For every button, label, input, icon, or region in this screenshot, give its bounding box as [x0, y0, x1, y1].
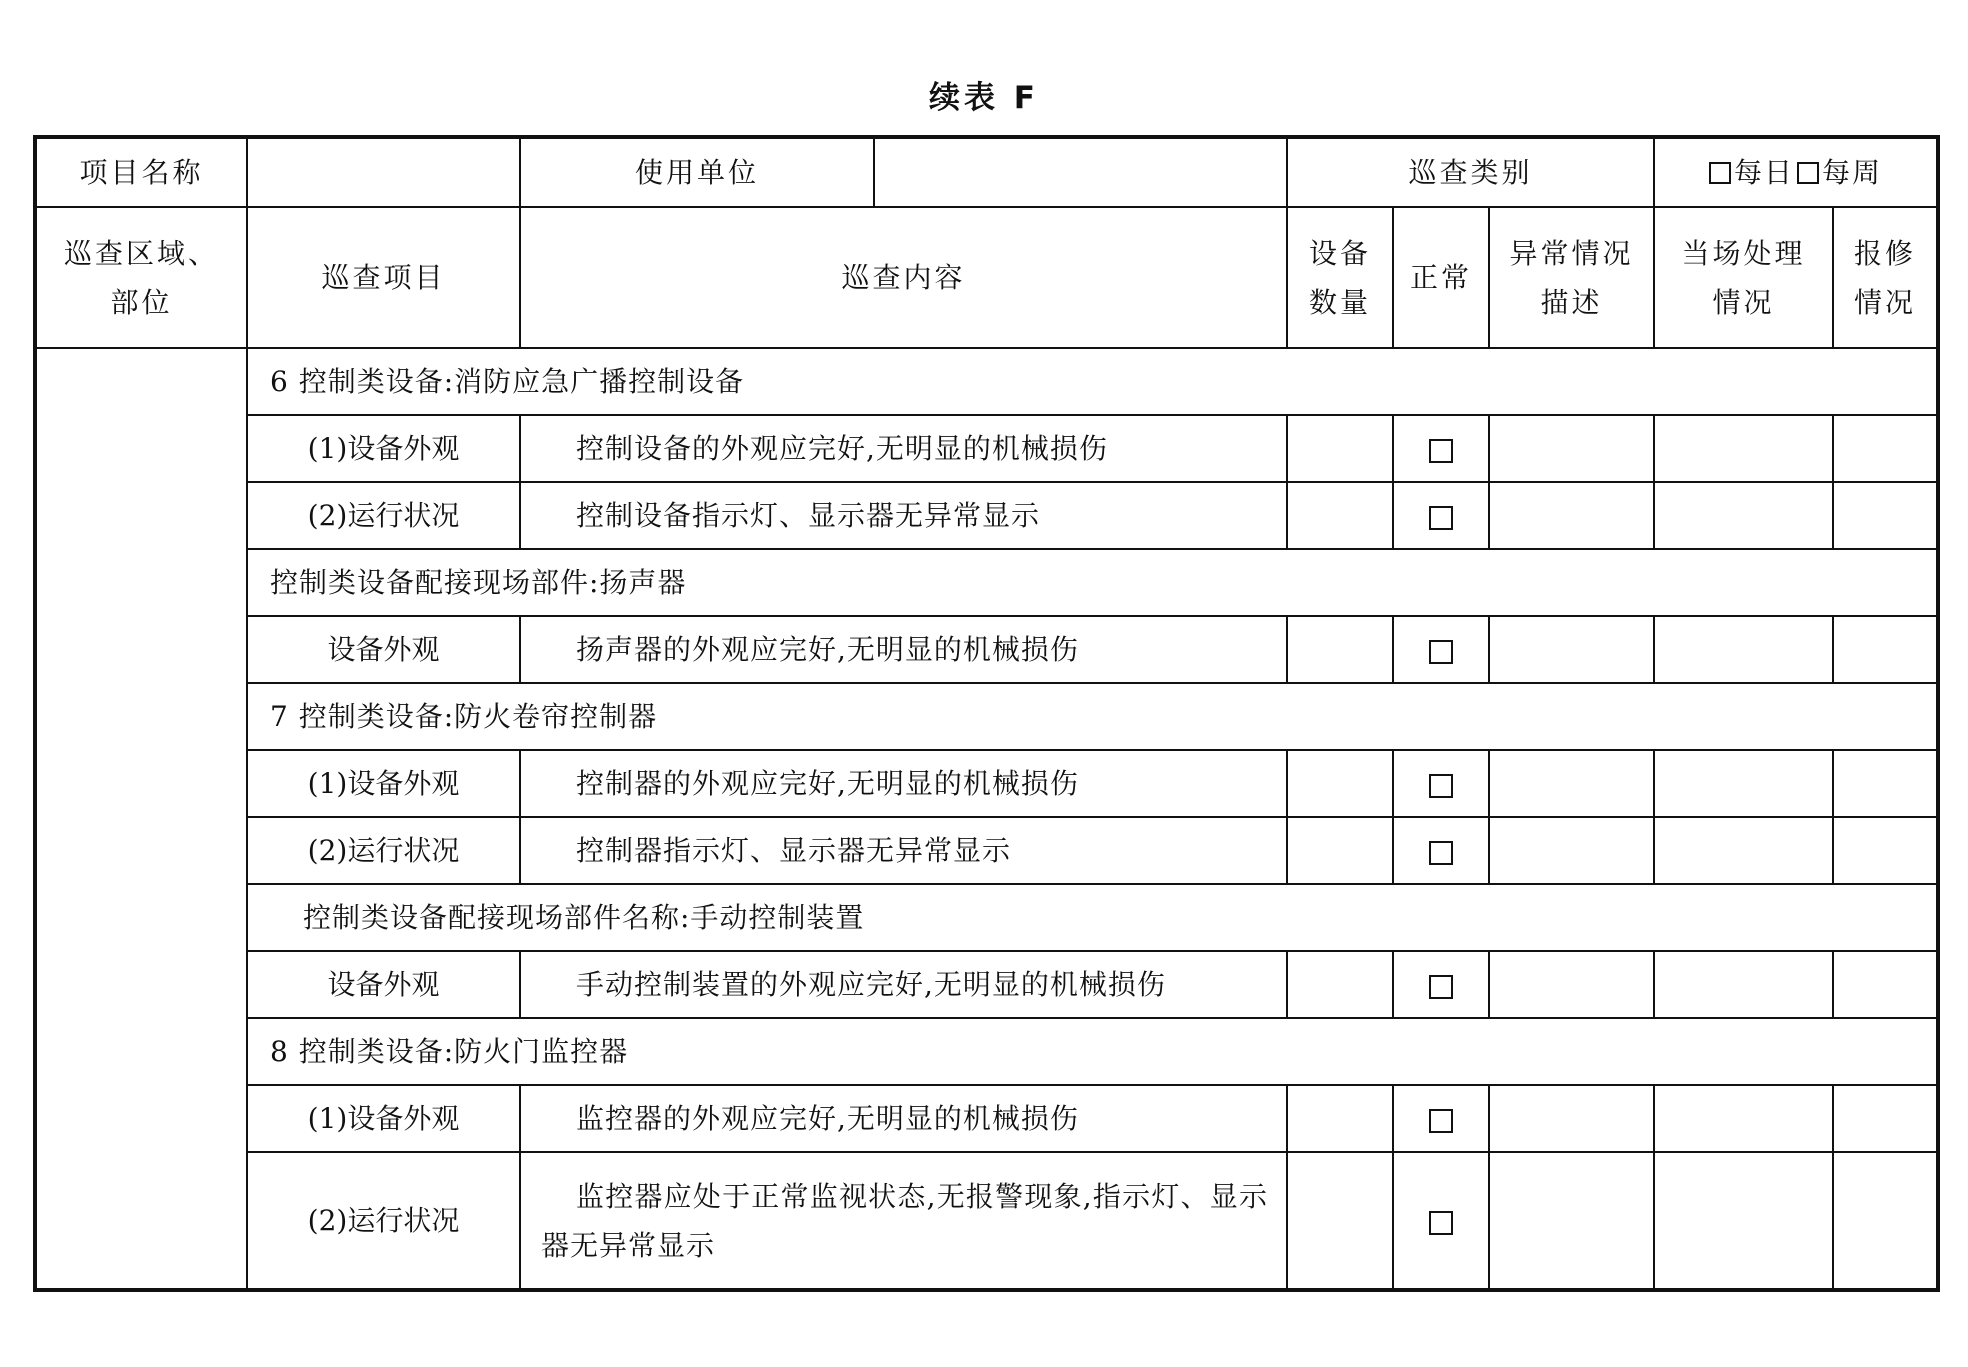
- content-cell: 监控器的外观应完好,无明显的机械损伤: [520, 1085, 1287, 1152]
- onsite-cell[interactable]: [1654, 1085, 1833, 1152]
- content-cell: 控制器的外观应完好,无明显的机械损伤: [520, 750, 1287, 817]
- onsite-cell[interactable]: [1654, 415, 1833, 482]
- col-count-line1: 设备: [1308, 236, 1371, 270]
- table-row: [35, 616, 1938, 683]
- repair-cell[interactable]: [1833, 482, 1938, 549]
- item-cell: (2)运行状况: [247, 817, 520, 884]
- col-abnormal-line1: 异常情况: [1509, 236, 1634, 270]
- count-cell[interactable]: [1287, 750, 1393, 817]
- normal-checkbox[interactable]: [1429, 640, 1453, 664]
- count-cell[interactable]: [1287, 482, 1393, 549]
- weekly-checkbox[interactable]: [1797, 162, 1819, 184]
- abnormal-cell[interactable]: [1489, 616, 1654, 683]
- count-cell[interactable]: [1287, 415, 1393, 482]
- normal-checkbox[interactable]: [1429, 439, 1453, 463]
- item-cell: 设备外观: [247, 951, 520, 1018]
- table-row: [35, 750, 1938, 817]
- col-normal-header: 正常: [1393, 207, 1489, 348]
- table-row: [35, 1085, 1938, 1152]
- repair-cell[interactable]: [1833, 415, 1938, 482]
- content-cell: 控制设备的外观应完好,无明显的机械损伤: [520, 415, 1287, 482]
- content-cell: 监控器应处于正常监视状态,无报警现象,指示灯、显示器无异常显示: [520, 1152, 1287, 1290]
- item-cell: 设备外观: [247, 616, 520, 683]
- abnormal-cell[interactable]: [1489, 750, 1654, 817]
- repair-cell[interactable]: [1833, 817, 1938, 884]
- content-cell: 控制设备指示灯、显示器无异常显示: [520, 482, 1287, 549]
- area-cell[interactable]: [35, 348, 247, 1290]
- col-item-header: 巡查项目: [247, 207, 520, 348]
- section-title: 7 控制类设备:防火卷帘控制器: [247, 683, 1938, 750]
- column-header-row: [35, 207, 1938, 348]
- normal-checkbox[interactable]: [1429, 1109, 1453, 1133]
- inspection-form-table: [33, 135, 1940, 1292]
- col-repair-line1: 报修: [1854, 236, 1917, 270]
- normal-cell: [1393, 951, 1489, 1018]
- table-row: [35, 1152, 1938, 1290]
- col-abnormal-line2: 描述: [1540, 285, 1603, 319]
- count-cell[interactable]: [1287, 1085, 1393, 1152]
- onsite-cell[interactable]: [1654, 616, 1833, 683]
- item-cell: (1)设备外观: [247, 1085, 520, 1152]
- table-title: 续表 F: [929, 80, 1039, 116]
- section-title: 控制类设备配接现场部件名称:手动控制装置: [247, 884, 1938, 951]
- using-unit-label: 使用单位: [520, 137, 874, 207]
- normal-checkbox[interactable]: [1429, 1211, 1453, 1235]
- col-onsite-line1: 当场处理: [1681, 236, 1806, 270]
- item-cell: (1)设备外观: [247, 415, 520, 482]
- count-cell[interactable]: [1287, 1152, 1393, 1290]
- inspection-type-label: 巡查类别: [1287, 137, 1654, 207]
- normal-checkbox[interactable]: [1429, 774, 1453, 798]
- table-row: [35, 951, 1938, 1018]
- abnormal-cell[interactable]: [1489, 951, 1654, 1018]
- section-title: 控制类设备配接现场部件:扬声器: [247, 549, 1938, 616]
- weekly-label: 每周: [1822, 156, 1883, 189]
- item-cell: (1)设备外观: [247, 750, 520, 817]
- normal-cell: [1393, 415, 1489, 482]
- repair-cell[interactable]: [1833, 616, 1938, 683]
- item-cell: (2)运行状况: [247, 1152, 520, 1290]
- section-row: [35, 683, 1938, 750]
- normal-cell: [1393, 1085, 1489, 1152]
- table-row: [35, 415, 1938, 482]
- col-count-line2: 数量: [1308, 285, 1371, 319]
- normal-cell: [1393, 817, 1489, 884]
- col-repair-line2: 情况: [1854, 285, 1917, 319]
- normal-cell: [1393, 1152, 1489, 1290]
- repair-cell[interactable]: [1833, 1085, 1938, 1152]
- col-count-header: [1287, 207, 1393, 348]
- content-cell: 手动控制装置的外观应完好,无明显的机械损伤: [520, 951, 1287, 1018]
- daily-checkbox[interactable]: [1709, 162, 1731, 184]
- header-row-project: [35, 137, 1938, 207]
- normal-cell: [1393, 616, 1489, 683]
- count-cell[interactable]: [1287, 951, 1393, 1018]
- col-abnormal-header: [1489, 207, 1654, 348]
- item-cell: (2)运行状况: [247, 482, 520, 549]
- abnormal-cell[interactable]: [1489, 1085, 1654, 1152]
- normal-cell: [1393, 750, 1489, 817]
- normal-checkbox[interactable]: [1429, 506, 1453, 530]
- using-unit-field[interactable]: [874, 137, 1287, 207]
- abnormal-cell[interactable]: [1489, 817, 1654, 884]
- content-cell: 控制器指示灯、显示器无异常显示: [520, 817, 1287, 884]
- col-repair-header: [1833, 207, 1938, 348]
- onsite-cell[interactable]: [1654, 482, 1833, 549]
- inspection-type-options: [1654, 137, 1938, 207]
- project-name-field[interactable]: [247, 137, 520, 207]
- project-name-label: 项目名称: [35, 137, 247, 207]
- onsite-cell[interactable]: [1654, 951, 1833, 1018]
- normal-cell: [1393, 482, 1489, 549]
- repair-cell[interactable]: [1833, 1152, 1938, 1290]
- col-onsite-line2: 情况: [1712, 285, 1775, 319]
- count-cell[interactable]: [1287, 616, 1393, 683]
- daily-label: 每日: [1734, 156, 1795, 189]
- onsite-cell[interactable]: [1654, 817, 1833, 884]
- section-title: 6 控制类设备:消防应急广播控制设备: [247, 348, 1938, 415]
- count-cell[interactable]: [1287, 817, 1393, 884]
- col-content-header: 巡查内容: [520, 207, 1287, 348]
- repair-cell[interactable]: [1833, 951, 1938, 1018]
- section-row: [35, 549, 1938, 616]
- col-onsite-header: [1654, 207, 1833, 348]
- section-row: [35, 1018, 1938, 1085]
- abnormal-cell[interactable]: [1489, 482, 1654, 549]
- content-cell: 扬声器的外观应完好,无明显的机械损伤: [520, 616, 1287, 683]
- repair-cell[interactable]: [1833, 750, 1938, 817]
- abnormal-cell[interactable]: [1489, 1152, 1654, 1290]
- section-title: 8 控制类设备:防火门监控器: [247, 1018, 1938, 1085]
- onsite-cell[interactable]: [1654, 1152, 1833, 1290]
- section-row: [35, 348, 1938, 415]
- col-area-header: 巡查区域、部位: [35, 207, 247, 348]
- abnormal-cell[interactable]: [1489, 415, 1654, 482]
- normal-checkbox[interactable]: [1429, 975, 1453, 999]
- section-row: [35, 884, 1938, 951]
- normal-checkbox[interactable]: [1429, 841, 1453, 865]
- onsite-cell[interactable]: [1654, 750, 1833, 817]
- table-row: [35, 817, 1938, 884]
- table-row: [35, 482, 1938, 549]
